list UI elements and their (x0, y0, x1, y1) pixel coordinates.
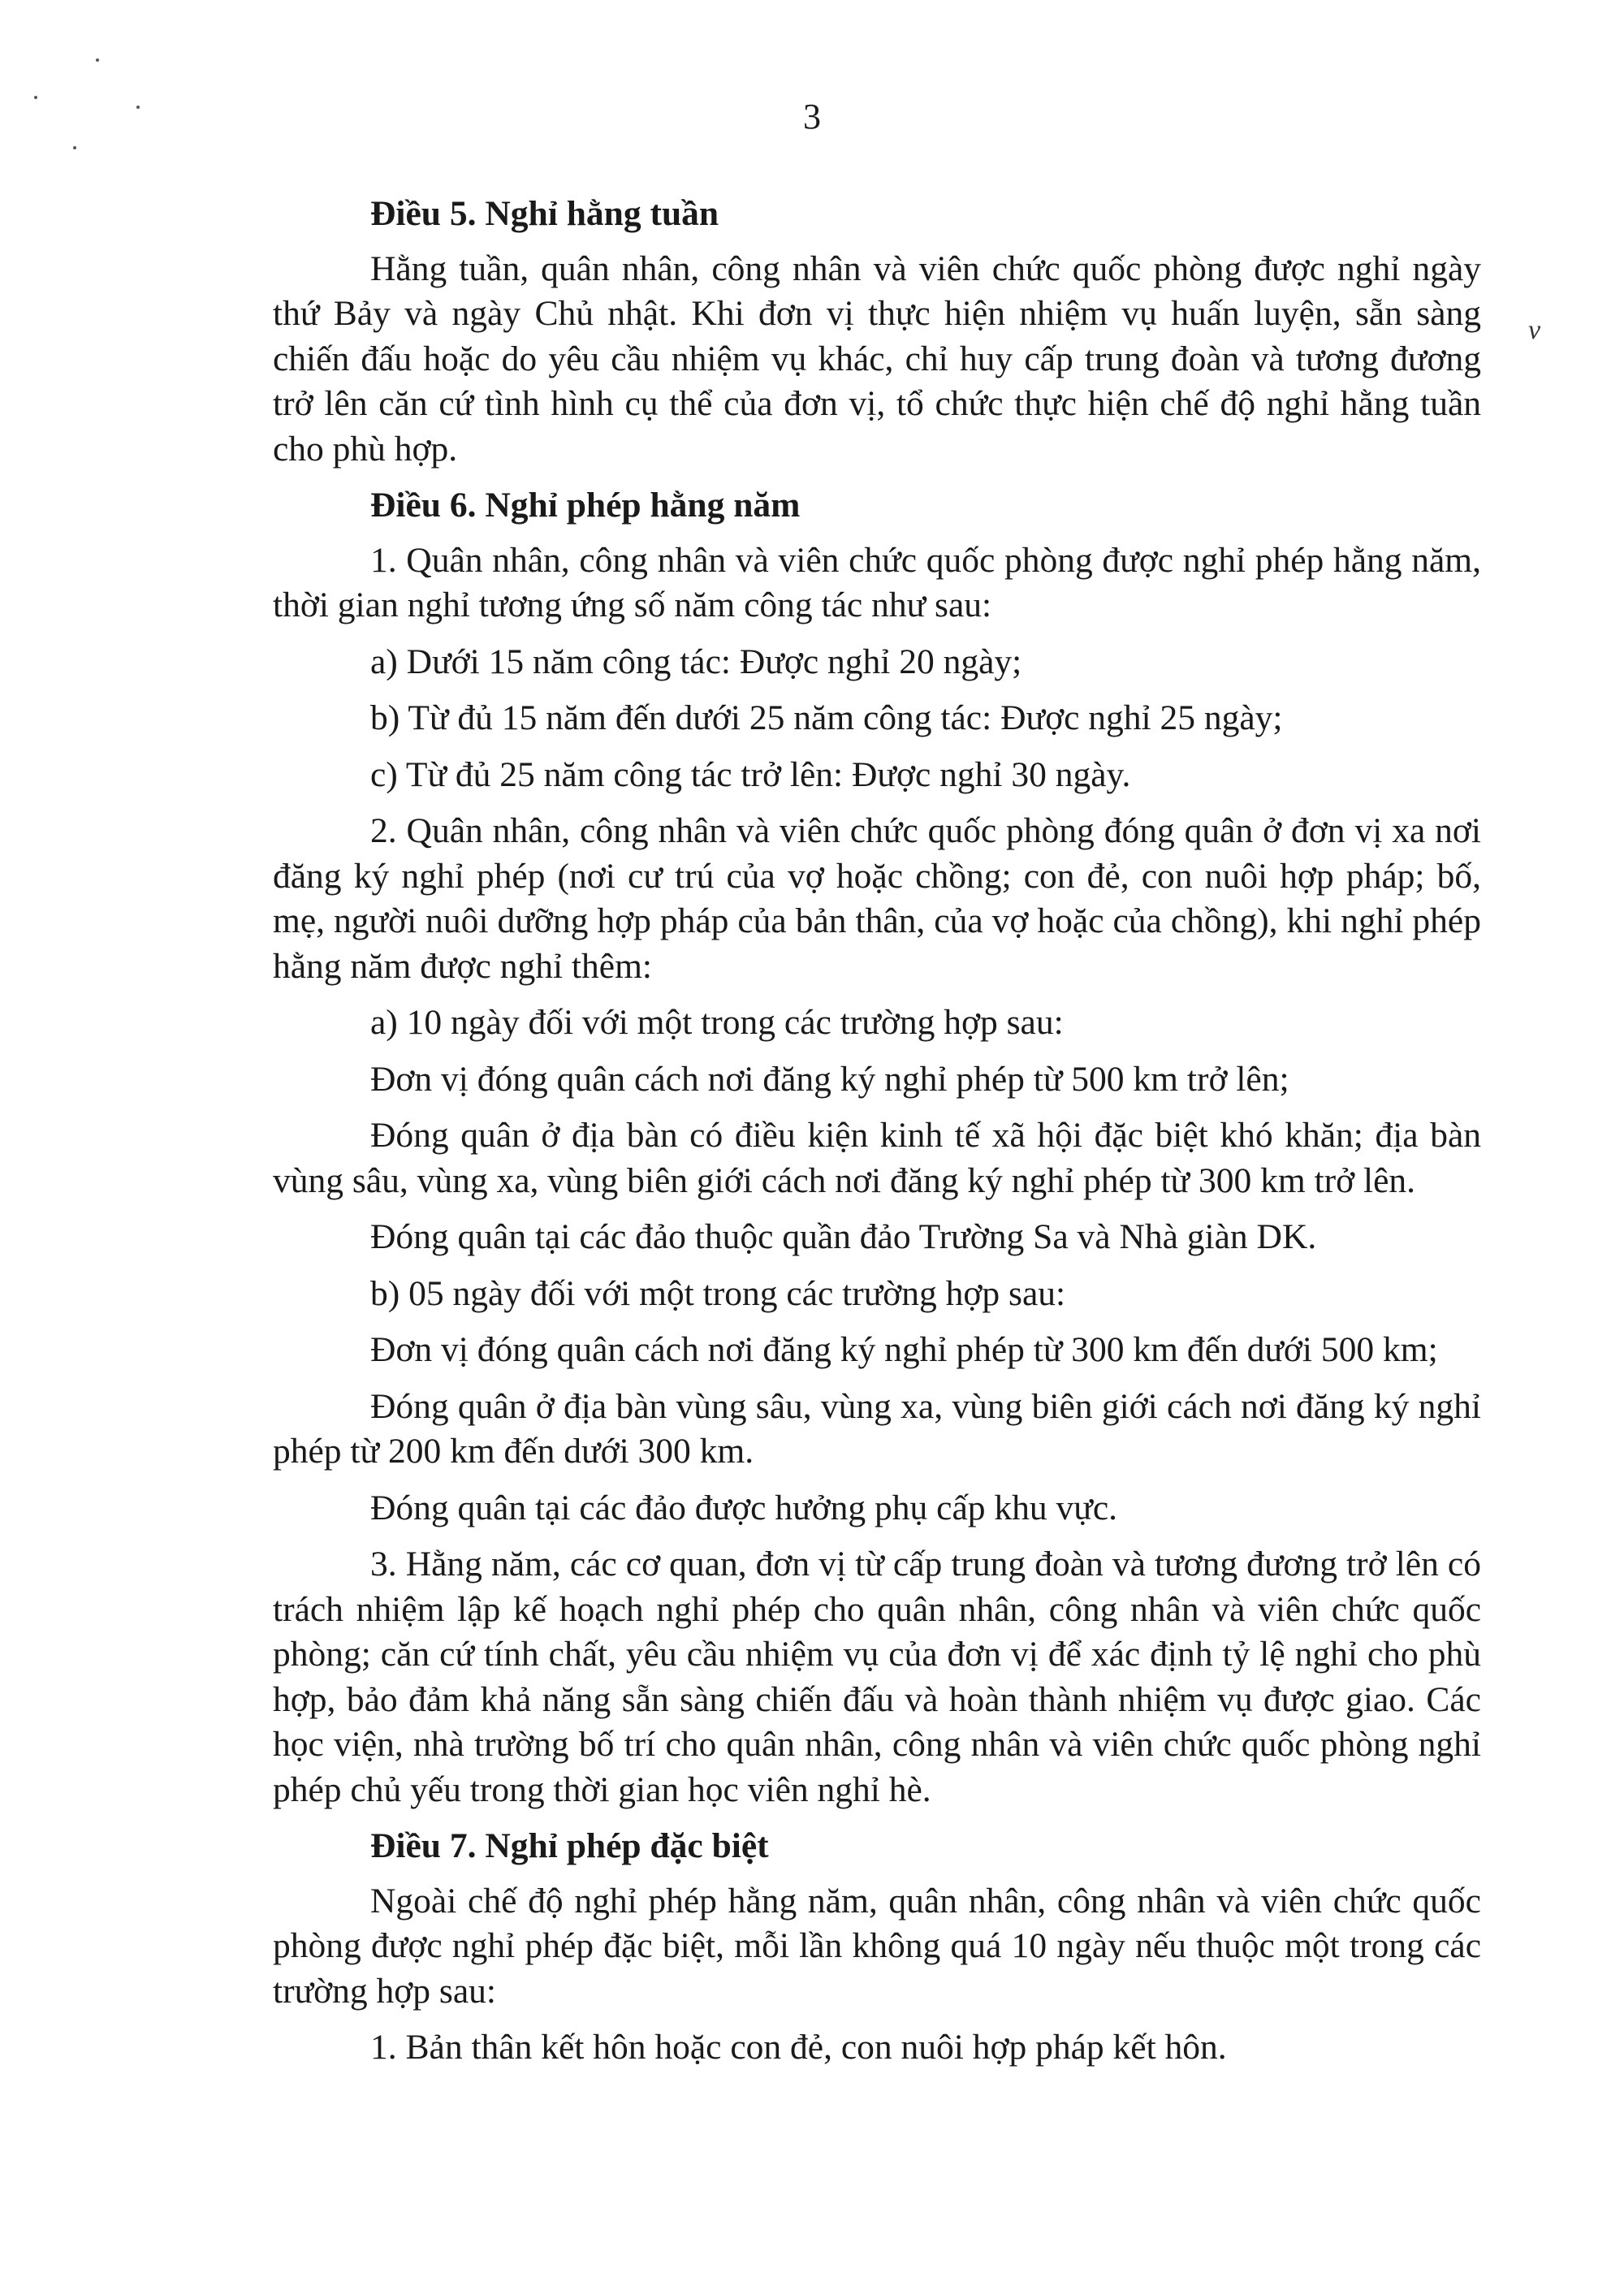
article-6-clause-2a: a) 10 ngày đối với một trong các trường hợp sau: (370, 1003, 1064, 1042)
article-6-clause-3: 3. Hằng năm, các cơ quan, đơn vị từ cấp trung đoàn và tương đương trở lên có trách nhiệm lập kế hoạch nghỉ phép cho quân nhân, công nhân và viên chức quốc phòng; căn cứ tính chất, yêu cầu nhiệm vụ của đơn vị để xác định tỷ lệ nghỉ cho phù hợp, bảo đảm khả năng sẵn sàng chiến đấu và hoàn thành nhiệm vụ được giao. Các học viện, nhà trường bố trí cho quân nhân, công nhân và viên chức quốc phòng nghỉ phép chủ yếu trong thời gian học viên nghỉ hè. (273, 1545, 1481, 1809)
article-5 (273, 192, 1481, 472)
article-5-heading: Điều 5. Nghỉ hằng tuần (370, 194, 719, 233)
page-number: 3 (803, 97, 821, 136)
article-6-clause-2a-case-3: Đóng quân tại các đảo thuộc quần đảo Trường Sa và Nhà giàn DK. (370, 1217, 1317, 1256)
article-6-clause-2b: b) 05 ngày đối với một trong các trường hợp sau: (370, 1273, 1066, 1313)
margin-check-mark: v (1528, 315, 1541, 345)
scan-speck (96, 58, 99, 62)
article-6-clause-2: 2. Quân nhân, công nhân và viên chức quốc phòng đóng quân ở đơn vị xa nơi đăng ký nghỉ phép (nơi cư trú của vợ hoặc chồng; con đẻ, con nuôi hợp pháp; bố, mẹ, người nuôi dưỡng hợp pháp của bản thân, của vợ hoặc của chồng), khi nghỉ phép hằng năm được nghỉ thêm: (273, 811, 1481, 986)
article-7-heading: Điều 7. Nghỉ phép đặc biệt (370, 1826, 769, 1865)
article-6-clause-2a-case-1: Đơn vị đóng quân cách nơi đăng ký nghỉ phép từ 500 km trở lên; (370, 1059, 1289, 1099)
article-6-clause-2b-case-3: Đóng quân tại các đảo được hưởng phụ cấp khu vực. (370, 1488, 1118, 1527)
document-body (273, 192, 1481, 2082)
article-5-body: Hằng tuần, quân nhân, công nhân và viên chức quốc phòng được nghỉ ngày thứ Bảy và ngày Chủ nhật. Khi đơn vị thực hiện nhiệm vụ huấn luyện, sẵn sàng chiến đấu hoặc do yêu cầu nhiệm vụ khác, chỉ huy cấp trung đoàn và tương đương trở lên căn cứ tình hình cụ thể của đơn vị, tổ chức thực hiện chế độ nghỉ hằng tuần cho phù hợp. (273, 248, 1481, 469)
article-7-clause-1: 1. Bản thân kết hôn hoặc con đẻ, con nuôi hợp pháp kết hôn. (370, 2028, 1227, 2067)
article-6-clause-2a-case-2: Đóng quân ở địa bàn có điều kiện kinh tế xã hội đặc biệt khó khăn; địa bàn vùng sâu, vùng xa, vùng biên giới cách nơi đăng ký nghỉ phép từ 300 km trở lên. (273, 1116, 1481, 1200)
article-6-clause-1b: b) Từ đủ 15 năm đến dưới 25 năm công tác: Được nghỉ 25 ngày; (370, 698, 1283, 737)
article-6-clause-1c: c) Từ đủ 25 năm công tác trở lên: Được nghỉ 30 ngày. (370, 754, 1131, 794)
article-6-clause-2b-case-2: Đóng quân ở địa bàn vùng sâu, vùng xa, vùng biên giới cách nơi đăng ký nghỉ phép từ 200 km đến dưới 300 km. (273, 1386, 1481, 1471)
article-6-clause-1: 1. Quân nhân, công nhân và viên chức quốc phòng được nghỉ phép hằng năm, thời gian nghỉ tương ứng số năm công tác như sau: (273, 540, 1481, 624)
article-6-clause-2b-case-1: Đơn vị đóng quân cách nơi đăng ký nghỉ phép từ 300 km đến dưới 500 km; (370, 1330, 1438, 1369)
article-7 (273, 1824, 1481, 2071)
article-6-clause-1a: a) Dưới 15 năm công tác: Được nghỉ 20 ngày; (370, 642, 1022, 681)
scan-speck (73, 146, 76, 149)
article-6 (273, 483, 1481, 1813)
article-6-heading: Điều 6. Nghỉ phép hằng năm (370, 486, 801, 525)
article-7-intro: Ngoài chế độ nghỉ phép hằng năm, quân nhân, công nhân và viên chức quốc phòng được nghỉ phép đặc biệt, mỗi lần không quá 10 ngày nếu thuộc một trong các trường hợp sau: (273, 1881, 1481, 2011)
